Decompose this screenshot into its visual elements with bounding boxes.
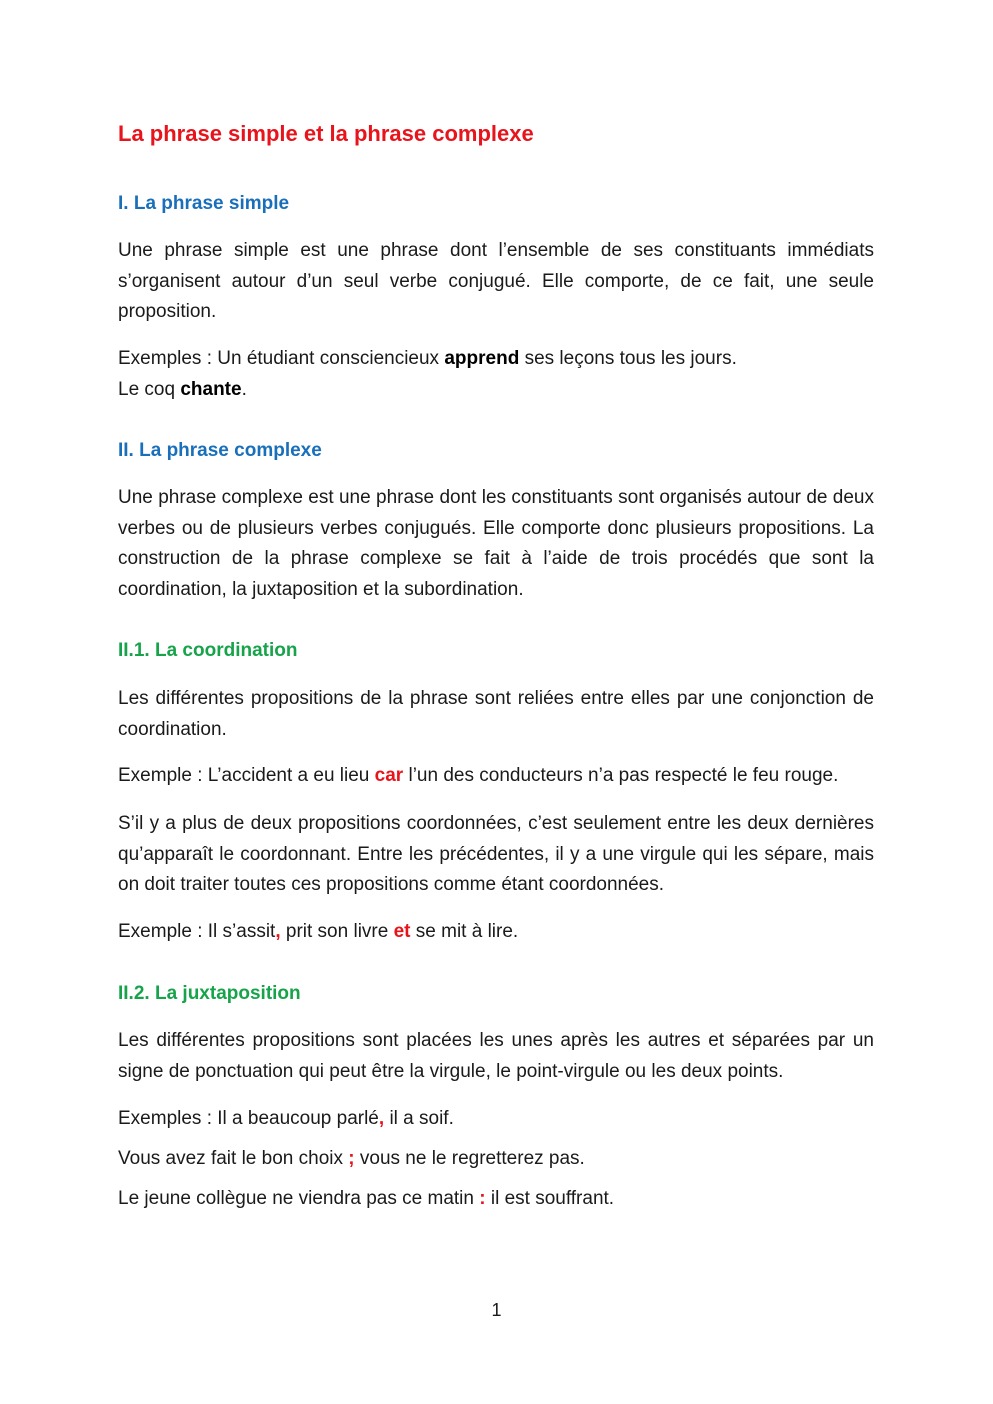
- example-verb: chante: [180, 379, 242, 400]
- simple-example-1: [118, 344, 874, 375]
- juxtaposition-definition: Les différentes propositions sont placées les unes après les autres et séparées par un signe de ponctuation qui peut être la virgule, le point-virgule ou les deux points.: [118, 1030, 874, 1082]
- coordination-definition: Les différentes propositions de la phrase sont reliées entre elles par une conjonction de coordination.: [118, 688, 874, 740]
- simple-definition: Une phrase simple est une phrase dont l’ensemble de ses constituants immédiats s’organisent autour d’un seul verbe conjugué. Elle comporte, de ce fait, une seule proposition.: [118, 240, 874, 322]
- coordination-example-1: [118, 761, 874, 792]
- colon-highlight: :: [479, 1188, 486, 1209]
- page-number: 1: [491, 1300, 502, 1320]
- conjunction-highlight: car: [374, 765, 404, 786]
- semicolon-highlight: ;: [348, 1148, 355, 1169]
- juxtaposition-example-3: [118, 1184, 874, 1215]
- juxtaposition-example-2: [118, 1144, 874, 1175]
- example-verb: apprend: [444, 348, 520, 369]
- example-text: Exemples : Il a beaucoup parlé: [118, 1108, 379, 1129]
- example-text: Exemple : L’accident a eu lieu: [118, 765, 375, 786]
- coordination-note: S’il y a plus de deux propositions coordonnées, c’est seulement entre les deux dernières qu’apparaît le coordonnant. Entre les précédentes, il y a une virgule qui les sépare, mais on doit traiter toutes ces propositions comme étant coordonnées.: [118, 813, 874, 895]
- document-page: [118, 0, 874, 1404]
- coordination-example-2: [118, 917, 874, 948]
- comma-highlight: ,: [275, 921, 281, 942]
- section-heading-simple: I. La phrase simple: [118, 193, 290, 214]
- example-text: ses leçons tous les jours.: [519, 348, 737, 369]
- comma-highlight: ,: [378, 1108, 385, 1129]
- page-title: La phrase simple et la phrase complexe: [118, 121, 534, 146]
- example-text: Exemples : Un étudiant consciencieux: [118, 348, 445, 369]
- example-text: Vous avez fait le bon choix: [118, 1148, 349, 1169]
- complex-definition: Une phrase complexe est une phrase dont les constituants sont organisés autour de deux verbes ou de plusieurs verbes conjugués. Elle comporte donc plusieurs propositions. La construction de la phrase complexe se fait à l’aide de trois procédés que sont la coordination, la juxtaposition et la subordination.: [118, 487, 874, 600]
- subsection-heading-coordination: II.1. La coordination: [118, 640, 298, 661]
- example-text: .: [241, 379, 247, 400]
- subsection-heading-juxtaposition: II.2. La juxtaposition: [118, 983, 301, 1004]
- example-text: prit son livre: [280, 921, 394, 942]
- example-text: Le coq: [118, 379, 181, 400]
- example-text: se mit à lire.: [410, 921, 519, 942]
- example-text: vous ne le regretterez pas.: [354, 1148, 585, 1169]
- example-text: Le jeune collègue ne viendra pas ce matin: [118, 1188, 480, 1209]
- example-text: l’un des conducteurs n’a pas respecté le feu rouge.: [403, 765, 839, 786]
- simple-example-2: [118, 375, 874, 406]
- example-text: il a soif.: [384, 1108, 454, 1129]
- juxtaposition-example-1: [118, 1104, 874, 1135]
- example-text: Exemple : Il s’assit: [118, 921, 276, 942]
- example-text: il est souffrant.: [485, 1188, 615, 1209]
- conjunction-highlight: et: [393, 921, 411, 942]
- section-heading-complex: II. La phrase complexe: [118, 440, 322, 461]
